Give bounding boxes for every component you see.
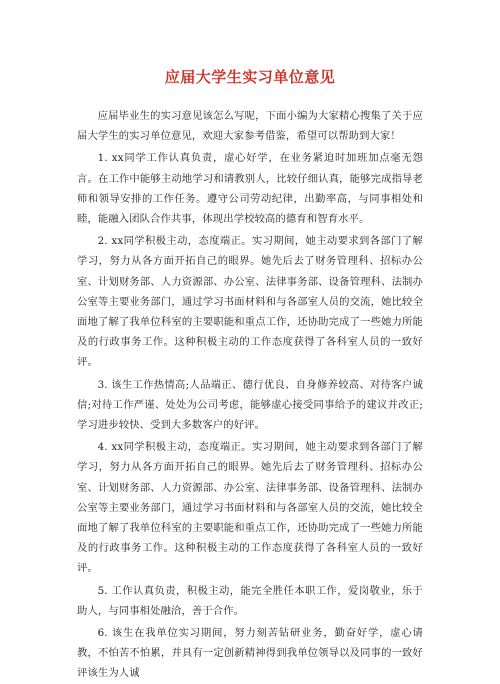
opinion-paragraph-5: 5. 工作认真负责，积极主动，能完全胜任本职工作，爱岗敬业，乐于助人，与同事相处融洽，善于合作。 bbox=[77, 584, 423, 617]
opinion-paragraph-6: 6. 该生在我单位实习期间，努力刻苦钻研业务，勤奋好学，虚心请教，不怕苦不怕累，并具有一定创新精神得到我单位领导以及同事的一致好评该生为人诚 bbox=[77, 627, 423, 680]
intro-paragraph: 应届毕业生的实习意见该怎么写呢，下面小编为大家精心搜集了关于应届大学生的实习单位意见，欢迎大家参考借鉴，希望可以帮助到大家！ bbox=[77, 110, 423, 143]
page-title: 应届大学生实习单位意见 bbox=[164, 68, 336, 86]
opinion-paragraph-2: 2. xx同学积极主动，态度端正。实习期间，她主动要求到各部门了解学习，努力从各方面开拓自己的眼界。她先后去了财务管理科、招标办公室、计划财务部、人力资源部、办公室、法律事务部、设备管理科、法制办公室等主要业务部门，通过学习书面材料和与各部室人员的交流，她比较全面地了解了我单位科室的主要职能和重点工作，还协助完成了一些她力所能及的行政事务工作。这种积极主动的工作态度获得了各科室人员的一致好评。 bbox=[77, 235, 423, 369]
opinion-paragraph-4: 4. xx同学积极主动，态度端正。实习期间，她主动要求到各部门了解学习，努力从各方面开拓自己的眼界。她先后去了财务管理科、招标办公室、计划财务部、人力资源部、办公室、法律事务部、设备管理科、法制办公室等主要业务部门，通过学习书面材料和与各部室人员的交流，她比较全面地了解了我单位科室的主要职能和重点工作，还协助完成了一些她力所能及的行政事务工作。这种积极主动的工作态度获得了各科室人员的一致好评。 bbox=[77, 441, 423, 575]
opinion-paragraph-3: 3. 该生工作热情高;人品端正、德行优良、自身修养较高、对待客户诚信;对待工作严谨、处处为公司考虑，能够虚心接受同事给予的建议并改正;学习进步较快、受到大多数客户的好评。 bbox=[77, 378, 423, 432]
opinion-paragraph-1: 1. xx同学工作认真负责，虚心好学，在业务紧迫时加班加点毫无怨言。在工作中能够主动地学习和请教别人，比较仔细认真，能够完成指导老师和领导安排的工作任务。遵守公司劳动纪律，出勤率高，与同事相处和睦，能融入团队合作共事，体现出学校较高的德育和智育水平。 bbox=[77, 152, 423, 226]
